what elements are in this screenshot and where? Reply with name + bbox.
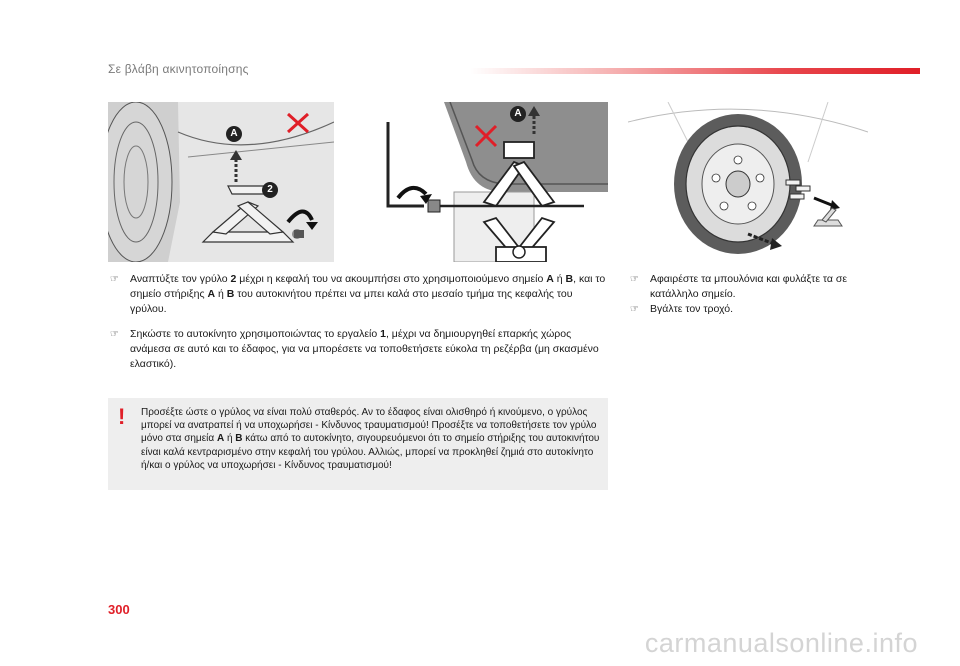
fig1-label-a: A	[226, 126, 242, 142]
text: κάτω από το αυτοκίνητο, σιγουρευόμενοι ότι το σημείο στήριξης του αυτοκινήτου είναι καλά κεντραρισμένο στην κεφαλή του γρύλου. Αλλιώς, μπορεί να προκληθεί ζημιά στο αυτοκίνητο ή/και ο γρύλος να υποχωρήσει - Κίνδυνος τραυματισμού!	[141, 433, 600, 471]
ref-tool-2: 2	[230, 273, 237, 285]
instruction-remove-wheel	[628, 302, 878, 317]
figure-wheel-removal	[628, 102, 868, 262]
bullet-arrow-icon: ☞	[630, 304, 639, 315]
instruction-remove-bolts	[628, 272, 878, 302]
bullet-arrow-icon: ☞	[630, 274, 639, 285]
header-accent-bar	[470, 68, 920, 74]
ref-point-a: A	[546, 273, 554, 285]
bullet-arrow-icon: ☞	[110, 274, 119, 285]
text: Αφαιρέστε τα μπουλόνια και φυλάξτε τα σε κατάλληλο σημείο.	[650, 273, 848, 300]
text: του αυτοκινήτου πρέπει να μπει καλά στο μεσαίο τμήμα της κεφαλής του γρύλου.	[130, 288, 573, 315]
bullet-arrow-icon: ☞	[110, 329, 119, 340]
section-title: Σε βλάβη ακινητοποίησης	[108, 62, 249, 76]
text: μέχρι η κεφαλή του να ακουμπήσει στο χρησιμοποιούμενο σημείο	[236, 273, 547, 285]
text: Σηκώστε το αυτοκίνητο χρησιμοποιώντας το εργαλείο	[130, 328, 381, 340]
figure-jack-placement	[108, 102, 334, 262]
ref-point-a: A	[207, 288, 216, 300]
text: Αναπτύξτε τον γρύλο	[130, 273, 231, 285]
ref-tool-1: 1	[380, 328, 386, 340]
text: Βγάλτε τον τροχό.	[650, 303, 733, 315]
warning-box	[108, 398, 608, 490]
ref-point-b: B	[235, 433, 243, 445]
text: Προσέξτε ώστε ο γρύλος να είναι πολύ σταθερός. Αν το έδαφος είναι ολισθηρό ή κινούμενο, ο γρύλος μπορεί να ανατραπεί ή να υποχωρήσει - Κίνδυνος τραυματισμού! Προσέξτε να τοποθετήσετε τον γρύλο μόνο στα σημεία	[141, 407, 597, 445]
instruction-extend-jack	[108, 272, 606, 317]
page-number: 300	[108, 602, 130, 617]
text: ή	[215, 288, 227, 300]
text: ή	[553, 273, 566, 285]
instruction-raise-car	[108, 327, 606, 372]
ref-point-b: B	[226, 288, 235, 300]
text: ή	[224, 433, 236, 445]
instructions-right	[628, 272, 878, 317]
watermark: carmanualsonline.info	[644, 628, 918, 658]
fig1-label-2: 2	[262, 182, 278, 198]
warning-icon: !	[118, 404, 126, 429]
instructions-left	[108, 272, 606, 380]
ref-point-a: A	[216, 433, 225, 445]
figure-jack-crank	[384, 102, 608, 262]
warning-text	[141, 406, 601, 472]
text: , και το σημείο στήριξης	[130, 273, 606, 300]
text: , μέχρι να δημιουργηθεί επαρκής χώρος ανάμεσα σε αυτό και το έδαφος, για να μπορέσετε να τοποθετήσετε εύκολα τη ρεζέρβα (μη σκασμένο ελαστικό).	[130, 328, 599, 370]
fig2-label-a: A	[510, 106, 526, 122]
ref-point-b: B	[565, 273, 574, 285]
